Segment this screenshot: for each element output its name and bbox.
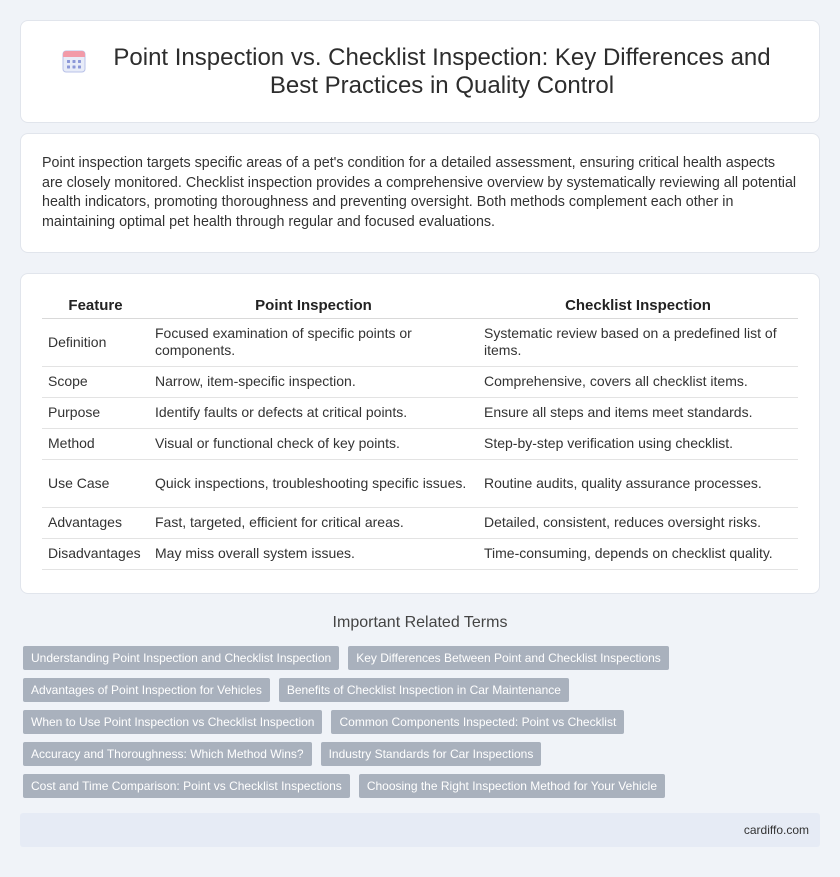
related-term-tag[interactable]: When to Use Point Inspection vs Checklist Inspection bbox=[23, 710, 322, 734]
footer bbox=[20, 813, 820, 847]
intro-paragraph: Point inspection targets specific areas of a pet's condition for a detailed assessment, ensuring critical health aspects are closely monitored. Checklist inspection provides a comprehensive overview by systematically reviewing all potential health indicators, promoting thoroughness and preventing oversight. Both methods complement each other in maintaining optimal pet health through regular and focused evaluations. bbox=[42, 155, 797, 230]
table-row bbox=[42, 507, 798, 538]
feature-cell: Use Case bbox=[42, 459, 149, 507]
checklist-cell: Systematic review based on a predefined list of items. bbox=[478, 318, 798, 366]
feature-cell: Definition bbox=[42, 318, 149, 366]
related-term-tag[interactable]: Understanding Point Inspection and Checklist Inspection bbox=[23, 646, 339, 670]
header-checklist-inspection: Checklist Inspection bbox=[478, 294, 798, 318]
calendar-icon bbox=[61, 48, 87, 74]
related-terms-list bbox=[23, 646, 823, 806]
related-term-tag[interactable]: Common Components Inspected: Point vs Checklist bbox=[331, 710, 624, 734]
header-point-inspection: Point Inspection bbox=[149, 294, 478, 318]
table-row bbox=[42, 318, 798, 366]
point-cell: Focused examination of specific points or components. bbox=[149, 318, 478, 366]
feature-cell: Scope bbox=[42, 366, 149, 397]
checklist-cell: Detailed, consistent, reduces oversight risks. bbox=[478, 507, 798, 538]
point-cell: May miss overall system issues. bbox=[149, 538, 478, 569]
point-cell: Fast, targeted, efficient for critical areas. bbox=[149, 507, 478, 538]
checklist-cell: Time-consuming, depends on checklist quality. bbox=[478, 538, 798, 569]
table-row bbox=[42, 397, 798, 428]
related-terms-heading: Important Related Terms bbox=[332, 614, 508, 631]
table-row bbox=[42, 538, 798, 569]
point-cell: Narrow, item-specific inspection. bbox=[149, 366, 478, 397]
feature-cell: Method bbox=[42, 428, 149, 459]
comparison-table bbox=[42, 294, 798, 570]
table-header-row bbox=[42, 294, 798, 318]
checklist-cell: Comprehensive, covers all checklist items. bbox=[478, 366, 798, 397]
checklist-cell: Step-by-step verification using checklist. bbox=[478, 428, 798, 459]
related-term-tag[interactable]: Choosing the Right Inspection Method for Your Vehicle bbox=[359, 774, 665, 798]
related-term-tag[interactable]: Accuracy and Thoroughness: Which Method Wins? bbox=[23, 742, 312, 766]
related-term-tag[interactable]: Benefits of Checklist Inspection in Car Maintenance bbox=[279, 678, 569, 702]
comparison-card bbox=[20, 273, 820, 594]
feature-cell: Disadvantages bbox=[42, 538, 149, 569]
point-cell: Identify faults or defects at critical points. bbox=[149, 397, 478, 428]
table-row bbox=[42, 459, 798, 507]
page-title: Point Inspection vs. Checklist Inspection: Key Differences and Best Practices in Quality Control bbox=[113, 43, 771, 99]
title-card bbox=[20, 20, 820, 123]
table-row bbox=[42, 366, 798, 397]
point-cell: Quick inspections, troubleshooting specific issues. bbox=[149, 459, 478, 507]
point-cell: Visual or functional check of key points. bbox=[149, 428, 478, 459]
footer-site-link[interactable]: cardiffo.com bbox=[743, 823, 809, 837]
checklist-cell: Ensure all steps and items meet standards. bbox=[478, 397, 798, 428]
feature-cell: Purpose bbox=[42, 397, 149, 428]
table-row bbox=[42, 428, 798, 459]
related-term-tag[interactable]: Key Differences Between Point and Checklist Inspections bbox=[348, 646, 669, 670]
intro-card bbox=[20, 133, 820, 253]
related-term-tag[interactable]: Advantages of Point Inspection for Vehicles bbox=[23, 678, 270, 702]
feature-cell: Advantages bbox=[42, 507, 149, 538]
related-term-tag[interactable]: Industry Standards for Car Inspections bbox=[321, 742, 542, 766]
checklist-cell: Routine audits, quality assurance processes. bbox=[478, 459, 798, 507]
header-feature: Feature bbox=[42, 294, 149, 318]
related-term-tag[interactable]: Cost and Time Comparison: Point vs Checklist Inspections bbox=[23, 774, 350, 798]
